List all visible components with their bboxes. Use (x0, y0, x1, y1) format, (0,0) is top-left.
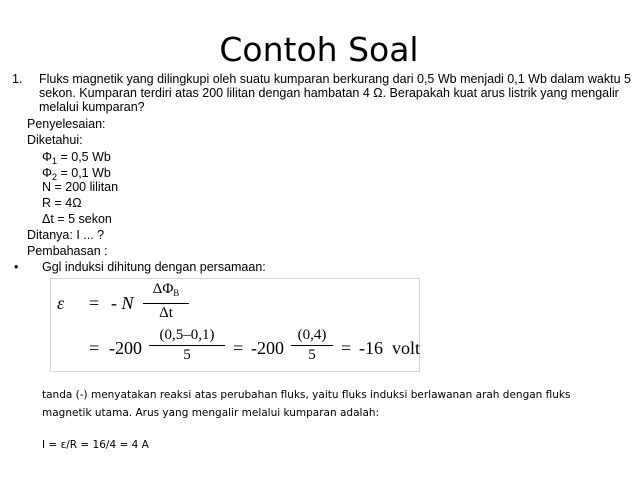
final-answer: I = ε/R = 16/4 = 4 A (42, 439, 149, 451)
given-label: Diketahui: (27, 133, 83, 147)
bullet-icon: • (14, 260, 19, 274)
given-r: R = 4Ω (42, 196, 82, 210)
eq-fraction-2 (149, 327, 225, 364)
eq-frac3-den: 5 (308, 347, 316, 363)
solution-heading: Penyelesaian: (27, 117, 106, 131)
given-phi1: $\Phi_1 = 0,5$ Wb (42, 150, 111, 166)
eq-frac2-num: (0,5–0,1) (159, 327, 215, 343)
eq-coef-1: -200 (109, 338, 142, 358)
equation-image (50, 278, 420, 372)
question-text: Fluks magnetik yang dilingkupi oleh suatu kumparan berkurang dari 0,5 Wb menjadi 0,1 Wb dalam waktu 5 sekon. Kumparan terdiri atas 200 lilitan dengan hambatan 4 Ω. Berapakah kuat arus listrik yang mengalir melalui kumparan? (39, 72, 631, 114)
eq-minus-n: - N (111, 293, 134, 313)
question-number: 1. (12, 72, 23, 86)
eq-frac3-num: (0,4) (297, 327, 327, 343)
eq-fraction-1 (143, 281, 189, 322)
given-phi2: $\Phi_2 = 0,1$ Wb (42, 166, 111, 182)
eq-result: -16 volt (359, 338, 420, 358)
slide-title: Contoh Soal (219, 30, 419, 69)
eq-frac1-num: $\Delta\Phi_B$ (152, 281, 180, 298)
eq-frac1-den: Δt (159, 305, 173, 321)
given-n: N = 200 lilitan (42, 180, 119, 194)
discussion-heading: Pembahasan : (27, 244, 108, 258)
explanation-note: tanda (-) menyatakan reaksi atas perubahan fluks, yaitu fluks induksi berlawanan arah dengan fluks magnetik utama. Arus yang mengalir melalui kumparan adalah: (42, 389, 571, 419)
eq-fraction-3 (291, 327, 333, 364)
asked-text: Ditanya: I ... ? (27, 228, 105, 242)
eq-epsilon: ε (57, 293, 65, 313)
eq-frac2-den: 5 (183, 347, 191, 363)
eq-equals-1: = (89, 293, 100, 313)
given-dt: Δt = 5 sekon (42, 212, 112, 226)
eq-equals-4: = (341, 338, 352, 358)
eq-coef-2: -200 (251, 338, 284, 358)
eq-equals-2: = (89, 338, 100, 358)
eq-equals-3: = (233, 338, 244, 358)
bullet-text: Ggl induksi dihitung dengan persamaan: (42, 260, 266, 274)
